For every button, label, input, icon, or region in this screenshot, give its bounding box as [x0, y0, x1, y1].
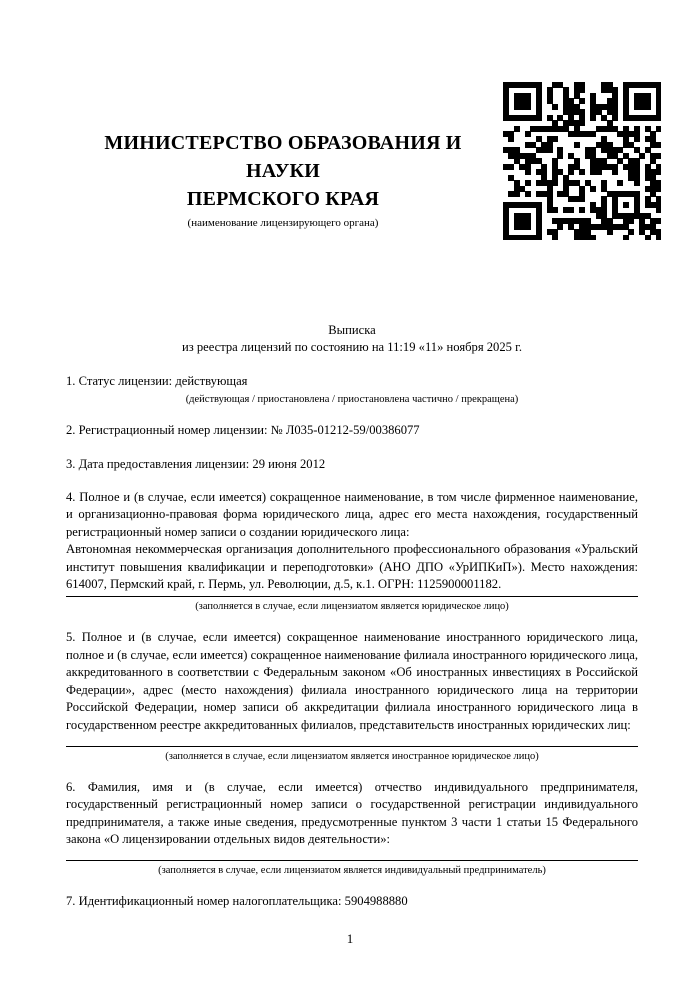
fill-line-legal-entity [66, 596, 638, 597]
ministry-name-line1: МИНИСТЕРСТВО ОБРАЗОВАНИЯ И НАУКИ [104, 132, 462, 182]
entry-taxpayer-number: 7. Идентификационный номер налогоплательщика: 5904988880 [66, 893, 408, 908]
entry-foreign-entity-note: (заполняется в случае, если лицензиатом является иностранное юридическое лицо) [165, 750, 539, 762]
entry-foreign-entity-label: 5. Полное и (в случае, если имеется) сокращенное наименование иностранного юридического лица, полное и (в случае, если имеется) сокращенное наименование филиала иностранного юридического лица, аккредитованного в соответствии с Федеральным законом «Об иностранных инвестициях в Российской Федерации», адрес (место нахождения) филиала иностранного юридического лица на территории Российской Федерации, номер записи об аккредитации филиала иностранного юридического лица в государственном реестре аккредитованных филиалов, представительств иностранных юридических лиц: [66, 630, 638, 732]
document-content [66, 0, 638, 910]
fill-line-foreign-entity [66, 746, 638, 747]
entry-individual-label: 6. Фамилия, имя и (в случае, если имеется) отчество индивидуального предпринимателя, государственный регистрационный номер записи о государственной регистрации индивидуального предпринимателя, а также иные сведения, предусмотренные пунктом 3 части 1 статьи 15 Федерального закона «О лицензировании отдельных видов деятельности»: [66, 779, 638, 847]
entry-legal-entity-value: Автономная некоммерческая организация дополнительного профессионального образования «Уральский институт повышения квалификации и переподготовки» (АНО ДПО «УрИПКиП»). Место нахождения: 614007, Пермский край, г. Пермь, ул. Революции, д.5, к.1. ОГРН: 1125900001182. [66, 542, 638, 592]
page-number: 1 [346, 931, 354, 946]
entry-license-status-note: (действующая / приостановлена / приостановлена частично / прекращена) [185, 394, 519, 406]
entry-individual-note: (заполняется в случае, если лицензиатом является индивидуальный предприниматель) [158, 864, 546, 876]
entry-legal-entity-note: (заполняется в случае, если лицензиатом является юридическое лицо) [195, 601, 509, 613]
entry-grant-date: 3. Дата предоставления лицензии: 29 июня 2012 [66, 456, 326, 471]
entry-license-status: 1. Статус лицензии: действующая [66, 373, 248, 388]
document-title-line1: Выписка [328, 323, 376, 337]
fill-line-individual [66, 860, 638, 861]
entry-legal-entity-label: 4. Полное и (в случае, если имеется) сокращенное наименование, в том числе фирменное наименование, и организационно-правовая форма юридического лица, адрес его места нахождения, государственный регистрационный номер записи о создании юридического лица: [66, 490, 638, 539]
ministry-header [66, 0, 500, 230]
entry-registration-number: 2. Регистрационный номер лицензии: № Л035-01212-59/00386077 [66, 423, 420, 438]
licensing-authority-caption: (наименование лицензирующего органа) [187, 217, 379, 229]
document-title-line2: из реестра лицензий по состоянию на 11:19 «11» ноября 2025 г. [181, 340, 522, 355]
document-title [66, 322, 638, 357]
ministry-name-line2: ПЕРМСКОГО КРАЯ [186, 188, 380, 210]
